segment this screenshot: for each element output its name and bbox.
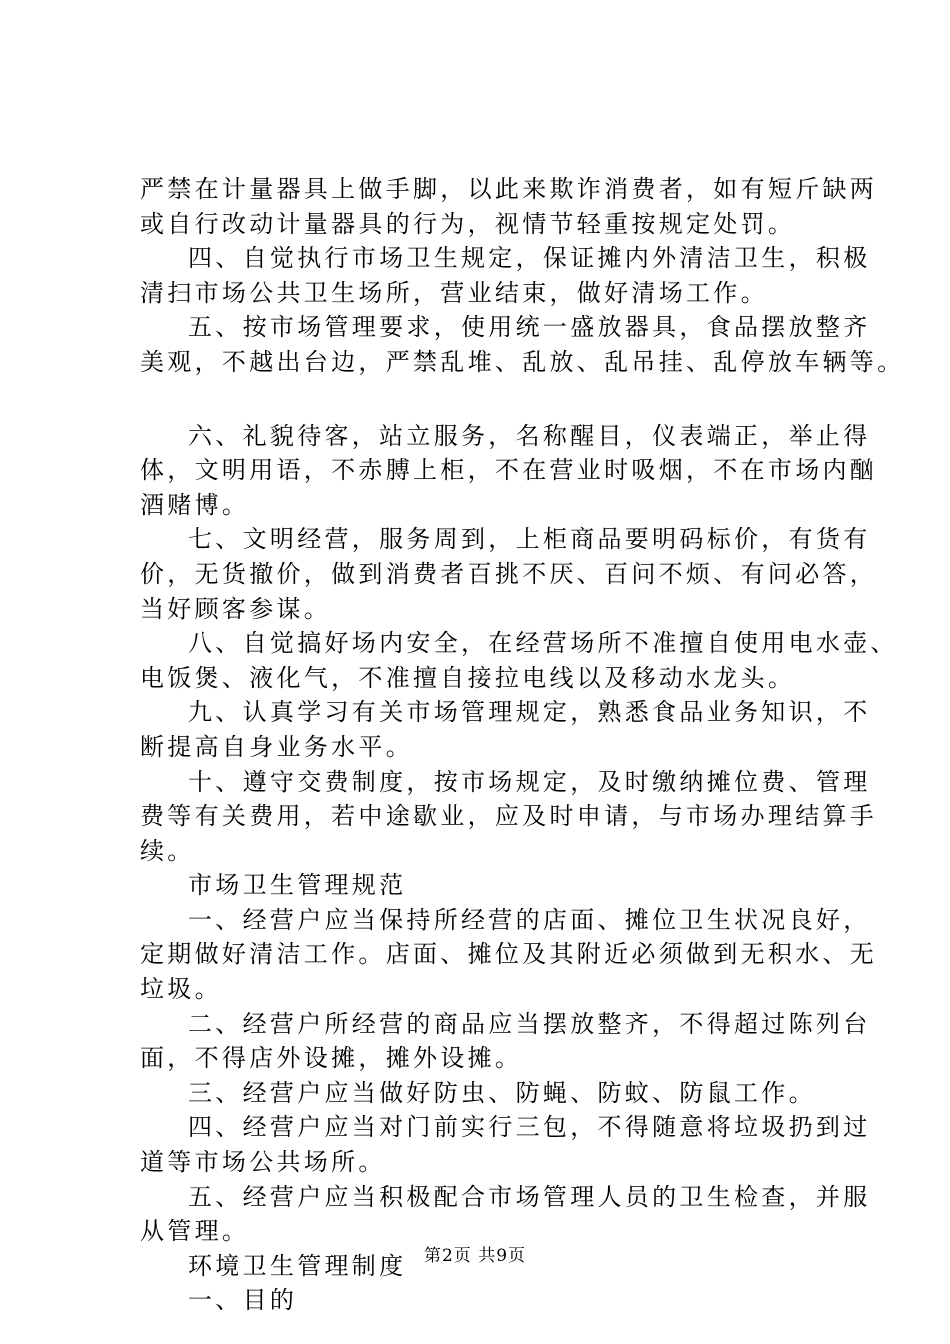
text-line: 当好顾客参谋。 — [140, 594, 332, 623]
text-line: 严禁在计量器具上做手脚，以此来欺诈消费者，如有短斤缺两 — [140, 175, 878, 203]
text-line: 十、遵守交费制度，按市场规定，及时缴纳摊位费、管理 — [188, 767, 871, 796]
section-heading: 环境卫生管理制度 — [188, 1251, 407, 1280]
text-line: 酒赌博。 — [140, 490, 250, 519]
text-line: 面，不得店外设摊，摊外设摊。 — [140, 1044, 523, 1073]
text-line: 四、经营户应当对门前实行三包，不得随意将垃圾扔到过 — [188, 1113, 871, 1142]
text-line: 从管理。 — [140, 1217, 250, 1246]
text-line: 六、礼貌待客，站立服务，名称醒目，仪表端正，举止得 — [188, 421, 871, 450]
text-line: 八、自觉搞好场内安全，在经营场所不准擅自使用电水壶、 — [188, 629, 898, 658]
document-body — [140, 172, 905, 1318]
text-line: 定期做好清洁工作。店面、摊位及其附近必须做到无积水、无 — [140, 940, 878, 969]
text-line: 四、自觉执行市场卫生规定，保证摊内外清洁卫生，积极 — [188, 244, 871, 273]
text-line: 一、目的 — [188, 1286, 298, 1315]
text-line: 清扫市场公共卫生场所，营业结束，做好清场工作。 — [140, 278, 768, 307]
text-line: 二、经营户所经营的商品应当摆放整齐，不得超过陈列台 — [188, 1009, 871, 1038]
text-line: 体，文明用语，不赤膊上柜，不在营业时吸烟，不在市场内酗 — [140, 456, 878, 485]
text-line: 一、经营户应当保持所经营的店面、摊位卫生状况良好， — [188, 905, 871, 934]
text-line: 五、经营户应当积极配合市场管理人员的卫生检查，并服 — [188, 1182, 871, 1211]
page-number-footer: 第2页 共9页 — [423, 1246, 527, 1266]
text-line: 七、文明经营，服务周到，上柜商品要明码标价，有货有 — [188, 525, 871, 554]
text-line: 九、认真学习有关市场管理规定，熟悉食品业务知识，不 — [188, 698, 871, 727]
text-line: 断提高自身业务水平。 — [140, 732, 413, 761]
text-line: 三、经营户应当做好防虫、防蝇、防蚊、防鼠工作。 — [188, 1078, 816, 1107]
text-line: 道等市场公共场所。 — [140, 1148, 386, 1177]
text-line: 续。 — [140, 836, 195, 865]
section-heading: 市场卫生管理规范 — [188, 871, 407, 900]
text-line: 美观，不越出台边，严禁乱堆、乱放、乱吊挂、乱停放车辆等。 — [140, 347, 905, 376]
text-line: 电饭煲、液化气，不准擅自接拉电线以及移动水龙头。 — [140, 663, 796, 692]
text-line: 五、按市场管理要求，使用统一盛放器具，食品摆放整齐 — [188, 313, 871, 342]
text-line: 或自行改动计量器具的行为，视情节轻重按规定处罚。 — [140, 209, 796, 238]
text-line: 价，无货撤价，做到消费者百挑不厌、百问不烦、有问必答， — [140, 559, 878, 588]
text-line: 垃圾。 — [140, 975, 222, 1004]
paragraph-gap — [140, 380, 840, 419]
text-line: 费等有关费用，若中途歇业，应及时申请，与市场办理结算手 — [140, 802, 878, 831]
